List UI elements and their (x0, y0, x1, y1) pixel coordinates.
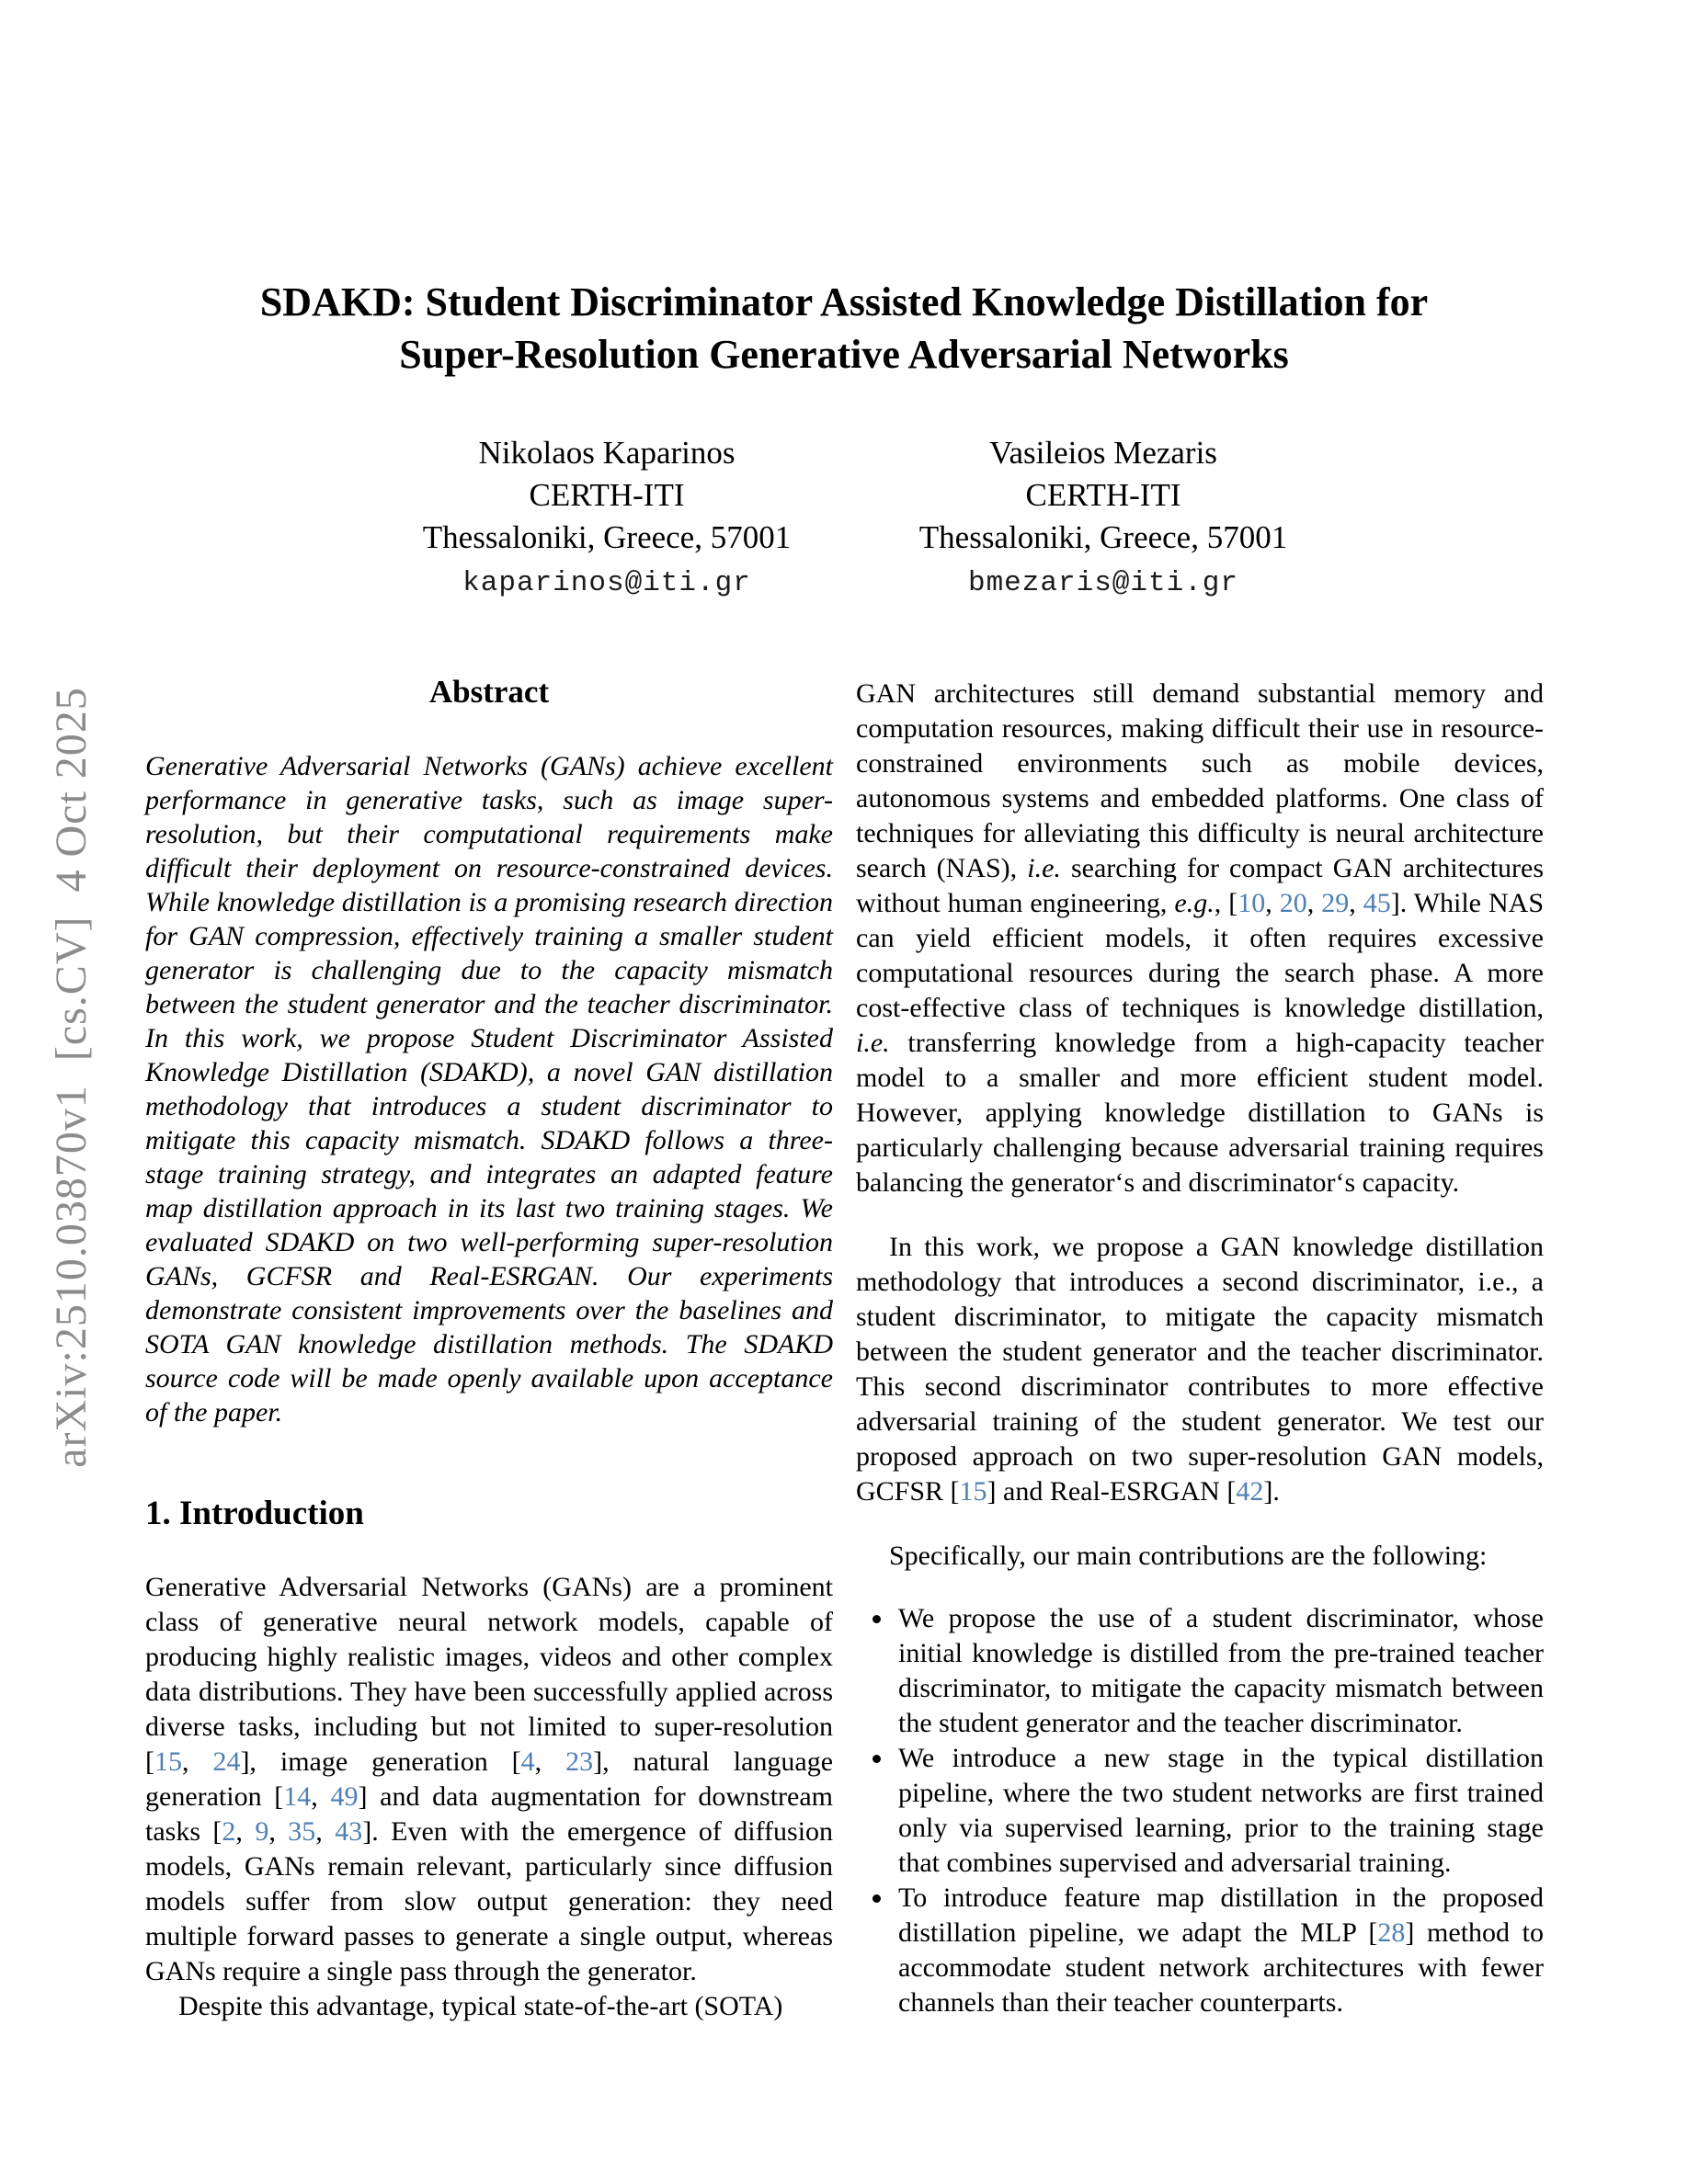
contribution-item-3: • To introduce feature map distillation in the proposed distillation pipeline, we adapt the MLP [28] method to accommodate student network architectures with fewer channels than their teacher counterparts. (895, 1881, 1544, 2020)
contribution-item-1: • We propose the use of a student discriminator, whose initial knowledge is distilled from the pre-trained teacher discriminator, to mitigate the capacity mismatch between the student generator and the teacher discriminator. (895, 1601, 1544, 1741)
citation-ref[interactable]: 23 (565, 1746, 594, 1777)
citation-ref[interactable]: 28 (1377, 1917, 1406, 1948)
citation-ref[interactable]: 2 (222, 1816, 236, 1847)
latin-abbrev: e.g. (1174, 888, 1215, 918)
author-location: Thessaloniki, Greece, 57001 (918, 519, 1288, 555)
right-column (856, 677, 1544, 2020)
paper-title-line-1: SDAKD: Student Discriminator Assisted Knowledge Distillation for (259, 279, 1429, 324)
right-paragraph-1: GAN architectures still demand substantial memory and computation resources, making difficult their use in resource-constrained environments such as mobile devices, autonomous systems and embedded platforms. One class of techniques for alleviating this difficulty is neural architecture search (NAS), i.e. searching for compact GAN architectures without human engineering, e.g., [10, 20, 29, 45]. While NAS can yield efficient models, it often requires excessive computational resources during the search phase. A more cost-effective class of techniques is knowledge distillation, i.e. transferring knowledge from a high-capacity teacher model to a smaller and more efficient student model. However, applying knowledge distillation to GANs is particularly challenging because adversarial training requires balancing the generator‘s and discriminator‘s capacity. (856, 678, 1545, 1198)
citation-ref[interactable]: 29 (1321, 888, 1350, 918)
abstract-heading: Abstract (428, 674, 550, 710)
citation-ref[interactable]: 15 (959, 1476, 987, 1507)
citation-ref[interactable]: 9 (255, 1816, 269, 1847)
latin-abbrev: i.e. (1027, 853, 1061, 883)
arxiv-watermark: arXiv:2510.03870v1 [cs.CV] 4 Oct 2025 (47, 687, 96, 1468)
citation-ref[interactable]: 10 (1237, 888, 1266, 918)
citation-ref[interactable]: 24 (212, 1746, 241, 1777)
author-block-2 (855, 432, 1352, 605)
author-name: Nikolaos Kaparinos (478, 435, 736, 471)
paper-title-line-2: Super-Resolution Generative Adversarial Networks (399, 332, 1289, 377)
citation-ref[interactable]: 35 (288, 1816, 316, 1847)
citation-ref[interactable]: 20 (1279, 888, 1307, 918)
citation-ref[interactable]: 49 (330, 1781, 359, 1812)
right-paragraph-3: Specifically, our main contributions are the following: (889, 1541, 1488, 1571)
contribution-item-2: • We introduce a new stage in the typical distillation pipeline, where the two student networks are first trained only via supervised learning, prior to the training stage that combines supervised and adversarial training. (895, 1741, 1544, 1881)
contributions-list (856, 1601, 1544, 2020)
citation-ref[interactable]: 42 (1236, 1476, 1264, 1507)
citation-ref[interactable]: 45 (1363, 888, 1391, 918)
citation-ref[interactable]: 4 (520, 1746, 535, 1777)
author-name: Vasileios Mezaris (989, 435, 1217, 471)
left-column (145, 674, 833, 2024)
citation-ref[interactable]: 15 (154, 1746, 182, 1777)
citation-ref[interactable]: 43 (335, 1816, 363, 1847)
paper-title (0, 276, 1688, 381)
latin-abbrev: i.e. (856, 1028, 890, 1058)
abstract-text: Generative Adversarial Networks (GANs) achieve excellent performance in generative tasks, such as image super-resolution, but their computational requirements make difficult their deployment on resource-constrained devices. While knowledge distillation is a promising research direction for GAN compression, effectively training a smaller student generator is challenging due to the capacity mismatch between the student generator and the teacher discriminator. In this work, we propose Student Discriminator Assisted Knowledge Distillation (SDAKD), a novel GAN distillation methodology that introduces a student discriminator to mitigate this capacity mismatch. SDAKD follows a three-stage training strategy, and integrates an adapted feature map distillation approach in its last two training stages. We evaluated SDAKD on two well-performing super-resolution GANs, GCFSR and Real-ESRGAN. Our experiments demonstrate consistent improvements over the baselines and SOTA GAN knowledge distillation methods. The SDAKD source code will be made openly available upon acceptance of the paper. (145, 751, 833, 1428)
author-email: bmezaris@iti.gr (967, 567, 1239, 599)
author-location: Thessaloniki, Greece, 57001 (422, 519, 792, 555)
author-block-1 (359, 432, 855, 605)
section-heading-introduction: 1. Introduction (145, 1495, 364, 1532)
author-affiliation: CERTH-ITI (1025, 477, 1181, 513)
author-email: kaparinos@iti.gr (462, 567, 751, 599)
intro-paragraph-2: Despite this advantage, typical state-of-the-art (SOTA) (178, 1991, 783, 2021)
intro-paragraph-1: Generative Adversarial Networks (GANs) are a prominent class of generative neural network models, capable of producing highly realistic images, videos and other complex data distributions. They have been successfully applied across diverse tasks, including but not limited to super-resolution [15, 24], image generation [4, 23], natural language generation [14, 49] and data augmentation for downstream tasks [2, 9, 35, 43]. Even with the emergence of diffusion models, GANs remain relevant, particularly since diffusion models suffer from slow output generation: they need multiple forward passes to generate a single output, whereas GANs require a single pass through the generator. (145, 1572, 834, 1986)
citation-ref[interactable]: 14 (283, 1781, 312, 1812)
author-affiliation: CERTH-ITI (529, 477, 685, 513)
right-paragraph-2: In this work, we propose a GAN knowledge distillation methodology that introduces a second discriminator, i.e., a student discriminator, to mitigate the capacity mismatch between the student generator and the teacher discriminator. This second discriminator contributes to more effective adversarial training of the student generator. We test our proposed approach on two super-resolution GAN models, GCFSR [15] and Real-ESRGAN [42]. (856, 1232, 1544, 1507)
